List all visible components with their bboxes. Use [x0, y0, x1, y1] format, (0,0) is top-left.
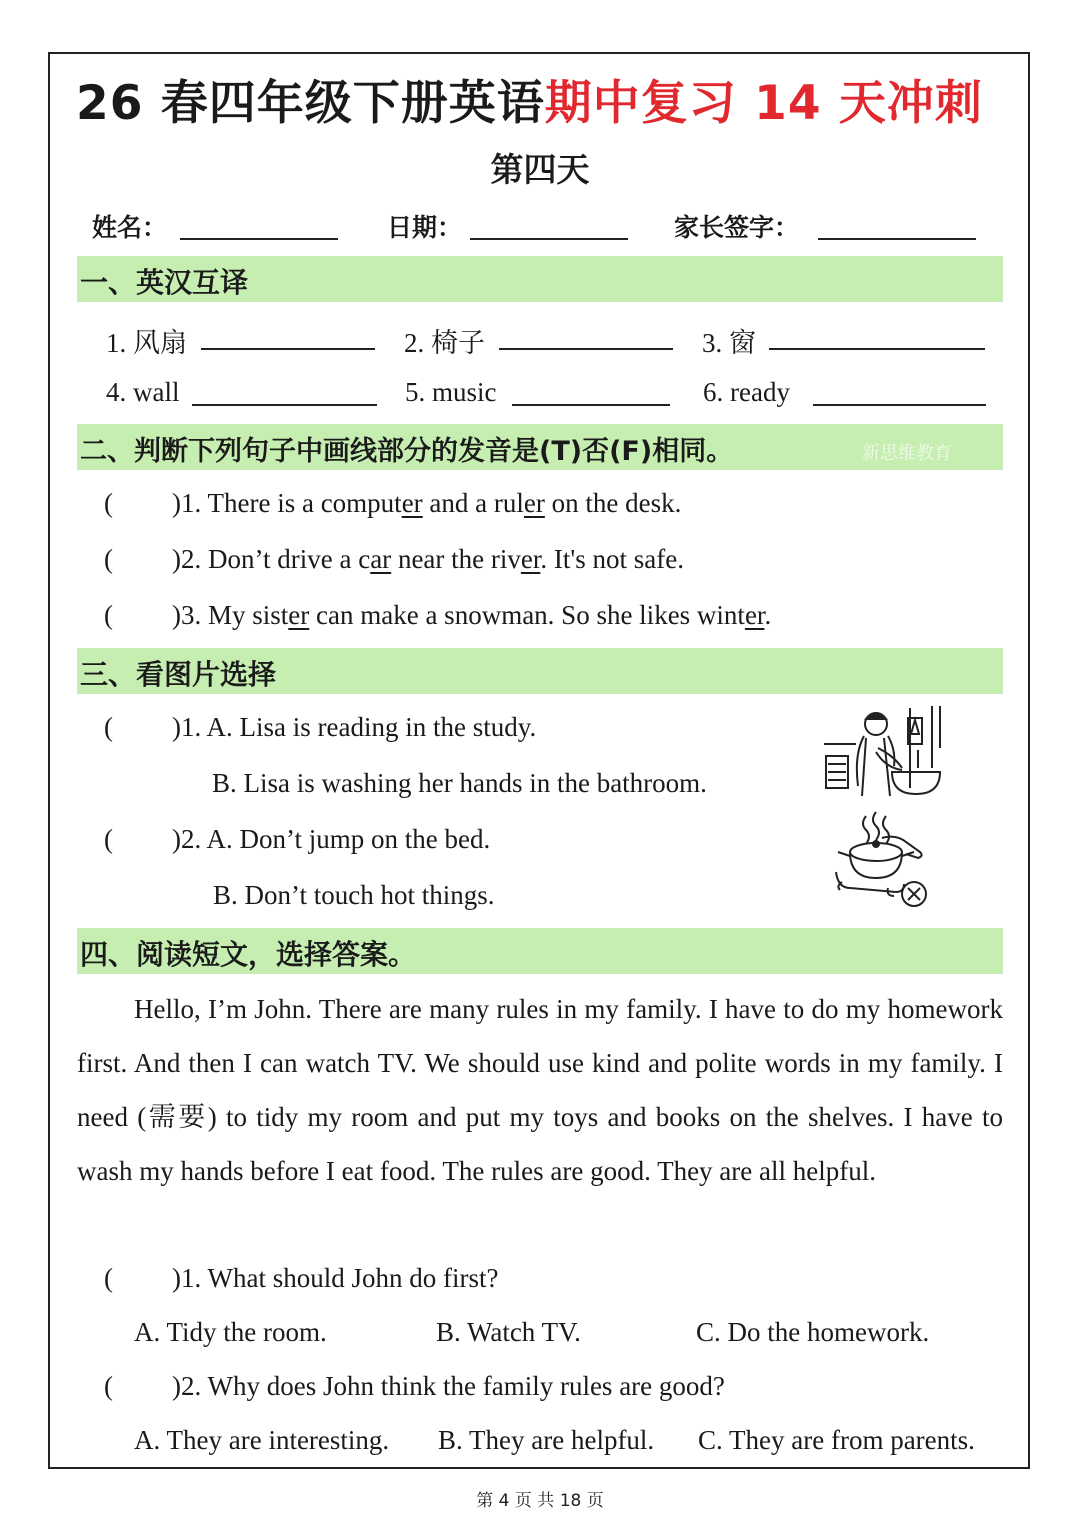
washing-hands-picture-icon [822, 704, 946, 800]
answer-bracket[interactable]: ( [104, 1371, 113, 1401]
vocab-word: wall [133, 377, 180, 407]
answer-bracket[interactable]: ( [104, 712, 113, 742]
underlined-sound: er [520, 544, 541, 574]
section2-title: 二、判断下列句子中画线部分的发音是(T)否(F)相同。 [80, 436, 734, 467]
title-red: 期中复习 14 天冲刺 [544, 76, 983, 131]
underlined-sound: er [401, 488, 423, 518]
vocab-number: 1. [106, 328, 127, 358]
answer-bracket[interactable]: ( [104, 824, 113, 854]
passage-text: Hello, I’m John. There are many rules in my family. I have to do my homework first. And then I can watch TV. We should use kind and polite words in my family. I need (需要) to tidy my room and put my toys and books on the shelves. I have to wash my hands before I eat food. The rules are good. They are all helpful. [77, 994, 1003, 1186]
page-title [76, 66, 983, 133]
vocab-word: 椅子 [431, 328, 485, 358]
underlined-sound: ar [370, 544, 392, 574]
watermark: 新思维教育 [862, 443, 952, 464]
hot-pot-forbidden-icon [832, 808, 934, 912]
name-field[interactable] [180, 238, 338, 240]
vocab-word: music [432, 377, 497, 407]
vocab-item-4 [106, 377, 180, 408]
vocab-number: 3. [702, 328, 723, 358]
reading-q1-option-c[interactable]: C. Do the homework. [696, 1317, 930, 1347]
parent-signature-field[interactable] [818, 238, 976, 240]
vocab-number: 4. [106, 377, 127, 407]
vocab-number: 5. [405, 377, 426, 407]
reading-question-1: )1. What should John do first? [172, 1263, 499, 1293]
answer-bracket[interactable]: ( [104, 1263, 113, 1293]
vocab-word: ready [730, 377, 790, 407]
vocab-number: 2. [404, 328, 425, 358]
reading-q1-option-b[interactable]: B. Watch TV. [436, 1317, 581, 1347]
vocab-word: 窗 [729, 328, 756, 358]
underlined-sound: er [523, 488, 545, 518]
vocab-item-6 [703, 377, 790, 408]
section1-title: 一、英汉互译 [80, 266, 249, 299]
name-label: 姓名： [92, 213, 168, 242]
section3-title: 三、看图片选择 [80, 658, 277, 691]
vocab-number: 6. [703, 377, 724, 407]
vocab-item-2 [404, 321, 485, 360]
vocab-answer-line-2[interactable] [499, 348, 673, 350]
vocab-answer-line-6[interactable] [813, 404, 986, 406]
reading-q2-option-b[interactable]: B. They are helpful. [438, 1425, 655, 1455]
vocab-answer-line-5[interactable] [512, 404, 670, 406]
vocab-answer-line-1[interactable] [201, 348, 375, 350]
picture-question-1-option-a: )1. A. Lisa is reading in the study. [172, 712, 537, 742]
vocab-word: 风扇 [133, 328, 187, 358]
reading-passage [77, 982, 1003, 1198]
picture-question-2-option-a: )2. A. Don’t jump on the bed. [172, 824, 491, 854]
vocab-answer-line-3[interactable] [769, 348, 985, 350]
reading-question-2: )2. Why does John think the family rules are good? [172, 1371, 725, 1401]
date-field[interactable] [470, 238, 628, 240]
picture-question-2-option-b: B. Don’t touch hot things. [213, 880, 495, 910]
answer-bracket[interactable]: ( [104, 544, 113, 574]
pronunciation-question-3: )3. My sister can make a snowman. So she likes winter. [172, 600, 772, 630]
title-black: 26 春四年级下册英语 [76, 76, 545, 131]
vocab-answer-line-4[interactable] [192, 404, 377, 406]
vocab-item-5 [405, 377, 497, 408]
pronunciation-question-1: )1. There is a computer and a ruler on the desk. [172, 488, 682, 518]
underlined-sound: er [288, 600, 310, 630]
vocab-item-1 [106, 321, 187, 360]
reading-q2-option-c[interactable]: C. They are from parents. [698, 1425, 975, 1455]
underlined-sound: er [744, 600, 765, 630]
answer-bracket[interactable]: ( [104, 600, 113, 630]
reading-q1-option-a[interactable]: A. Tidy the room. [134, 1317, 327, 1347]
picture-question-1-option-b: B. Lisa is washing her hands in the bathroom. [212, 768, 707, 798]
page-number: 第 4 页 共 18 页 [476, 1491, 604, 1511]
date-label: 日期： [387, 213, 463, 242]
parent-signature-label: 家长签字： [674, 213, 800, 242]
pronunciation-question-2: )2. Don’t drive a car near the river. It's not safe. [172, 544, 684, 574]
day-subtitle: 第四天 [490, 150, 590, 189]
answer-bracket[interactable]: ( [104, 488, 113, 518]
vocab-item-3 [702, 321, 756, 360]
section4-title: 四、阅读短文，选择答案。 [80, 938, 417, 971]
reading-q2-option-a[interactable]: A. They are interesting. [134, 1425, 390, 1455]
